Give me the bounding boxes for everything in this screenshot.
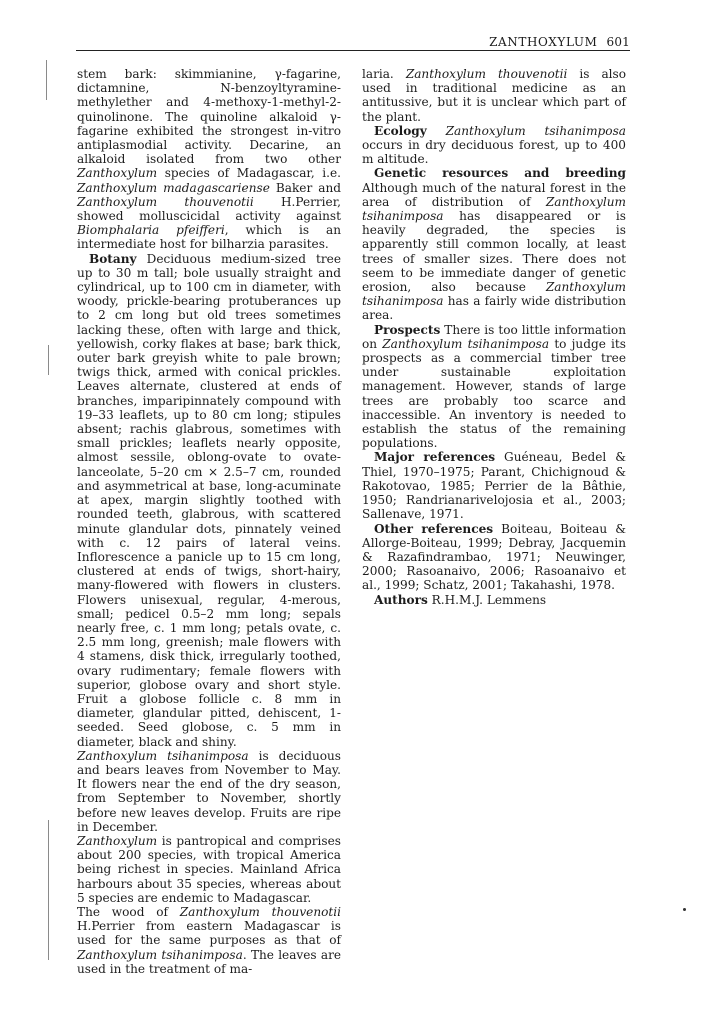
taxon-name: Biomphalaria pfeifferi (77, 223, 225, 238)
text-run: is pantropical and comprises about 200 species, with tropical America being richest in species. Mainland Africa harbours about 35 species, whereas about 5 species are endemic to Madagascar. (77, 833, 341, 905)
paragraph-authors (362, 593, 626, 607)
running-head-genus: ZANTHOXYLUM (489, 35, 598, 49)
running-head (76, 35, 630, 49)
taxon-name: Zanthoxylum madagascariense (77, 180, 270, 195)
paragraph-chemistry-continued (77, 67, 341, 252)
paragraph-genetic-resources (362, 166, 626, 322)
taxon-name: Zanthoxylum tsihanimposa (362, 194, 626, 224)
text-run: to judge its prospects as a commercial timber tree under sustainable exploitation management. However, stands of large trees are probably too scarce and inaccessible. An inventory is needed to establish the status of the remaining populations. (362, 336, 626, 451)
text-run: laria. (362, 67, 406, 81)
scan-edge-mark (48, 820, 49, 960)
text-run: Baker and (269, 180, 341, 195)
header-rule (76, 50, 630, 51)
taxon-name: Zanthoxylum thouvenotii (179, 904, 342, 919)
paragraph-prospects (362, 323, 626, 451)
scan-speck (683, 908, 686, 911)
text-run: Deciduous medium-sized tree up to 30 m tall; bole usually straight and cylindrical, up to 100 cm in diameter, with woody, prickle-bearing protuberances up to 2 cm long but old trees sometimes lacking these, often with large and thick, yellowish, corky flakes at base; bark thick, outer bark greyish white to pale brown; twigs thick, armed with conical prickles. Leaves alternate, clustered at ends of branches, imparipinnately compound with 19–33 leaflets, up to 80 cm long; stipules absent; rachis glabrous, sometimes with small prickles; leaflets nearly opposite, almost sessile, oblong-ovate to ovate-lanceolate, 5–20 cm × 2.5–7 cm, rounded and asymmetrical at base, long-acuminate at apex, margin slightly toothed with rounded teeth, glabrous, with scattered minute glandular dots, pinnately veined with c. 12 pairs of lateral veins. Inflorescence a panicle up to 15 cm long, clustered at ends of twigs, short-hairy, many-flowered with flowers in clusters. Flowers unisexual, regular, 4-merous, small; pedicel 0.5–2 mm long; sepals nearly free, c. 1 mm long; petals ovate, c. 2.5 mm long, greenish; male flowers with 4 stamens, disk thick, irregularly toothed, ovary rudimentary; female flowers with superior, globose ovary and short style. Fruit a globose follicle c. 8 mm in diameter, glandular pitted, dehiscent, 1-seeded. Seed globose, c. 5 mm in diameter, black and shiny. (77, 251, 341, 749)
text-run: Guéneau, Bedel & Thiel, 1970–1975; Parant, Chichignoud & Rakotovao, 1985; Perrier de la Bâthie, 1950; Randrianarivelojosia et al., 2003; Sallenave, 1971. (362, 450, 626, 522)
section-heading: Other references (374, 521, 494, 536)
text-run: The wood of (77, 904, 180, 919)
paragraph-genus-distribution (77, 834, 341, 905)
scan-edge-mark (48, 345, 49, 375)
taxon-name: Zanthoxylum tsihanimposa (382, 336, 550, 351)
scan-edge-mark (46, 60, 47, 100)
paragraph-phenology (77, 749, 341, 834)
taxon-name: Zanthoxylum (77, 833, 158, 848)
right-column (362, 67, 626, 607)
section-heading: Botany (89, 251, 137, 266)
text-run: occurs in dry deciduous forest, up to 400 m altitude. (362, 138, 626, 167)
text-run: , which is an intermediate host for bilharzia parasites. (77, 223, 341, 252)
text-run: Although much of the natural forest in the area of distribution of (362, 180, 626, 209)
page-number: 601 (606, 35, 630, 49)
left-column (77, 67, 341, 976)
paragraph-other-references (362, 522, 626, 593)
taxon-name: Zanthoxylum tsihanimposa (362, 280, 626, 309)
taxon-name: Zanthoxylum tsihanimposa (445, 123, 626, 138)
taxon-name: Zanthoxylum tsihanimposa (77, 748, 249, 763)
paragraph-botany (77, 252, 341, 749)
text-run (427, 124, 446, 138)
text-run: stem bark: skimmianine, γ-fagarine, dictamnine, N-benzoyltyramine-methylether and 4-methoxy-1-methyl-2-quinolinone. The quinoline alkaloid γ-fagarine exhibited the strongest in-vitro antiplasmodial activity. Decarine, an alkaloid isolated from two other (77, 67, 341, 167)
section-heading: Prospects (374, 322, 441, 337)
taxon-name: Zanthoxylum (77, 166, 158, 181)
text-run: Boiteau, Boiteau & Allorge-Boiteau, 1999; Debray, Jacquemin & Razafindrambao, 1971; Neuwinger, 2000; Rasoanaivo, 2006; Rasoanaivo et al., 1999; Schatz, 2001; Takahashi, 1978. (362, 521, 626, 593)
text-run: has a fairly wide distribution area. (362, 294, 626, 323)
taxon-name: Zanthoxylum thouvenotii (77, 194, 254, 209)
section-heading: Major references (374, 450, 496, 465)
text-run: is deciduous and bears leaves from November to May. It flowers near the end of the dry season, from September to November, shortly before new leaves develop. Fruits are ripe in December. (77, 748, 342, 834)
text-run: . The leaves are used in the treatment of ma- (77, 947, 342, 976)
taxon-name: Zanthoxylum thouvenotii (405, 67, 568, 81)
text-run: species of Madagascar, i.e. (157, 166, 341, 181)
text-run: H.Perrier from eastern Madagascar is used for the same purposes as that of (77, 919, 341, 948)
text-run: has disappeared or is heavily degraded, the species is apparently still common locally, at least trees of smaller sizes. There does not seem to be immediate danger of genetic erosion, also because (362, 209, 626, 295)
taxon-name: Zanthoxylum tsihanimposa (77, 947, 243, 962)
paragraph-medicinal-use (362, 67, 626, 124)
paragraph-major-references (362, 450, 626, 521)
section-heading: Genetic resources and breeding (374, 166, 626, 181)
text-run: There is too little information on (362, 322, 626, 351)
paragraph-related-species (77, 905, 341, 976)
paragraph-ecology (362, 124, 626, 167)
section-heading: Authors (374, 592, 428, 607)
text-run: is also used in traditional medicine as an antitussive, but it is unclear which part of the plant. (362, 67, 627, 124)
section-heading: Ecology (374, 123, 427, 138)
text-run: H.Perrier, showed molluscicidal activity against (77, 194, 342, 224)
text-run: R.H.M.J. Lemmens (427, 592, 547, 607)
